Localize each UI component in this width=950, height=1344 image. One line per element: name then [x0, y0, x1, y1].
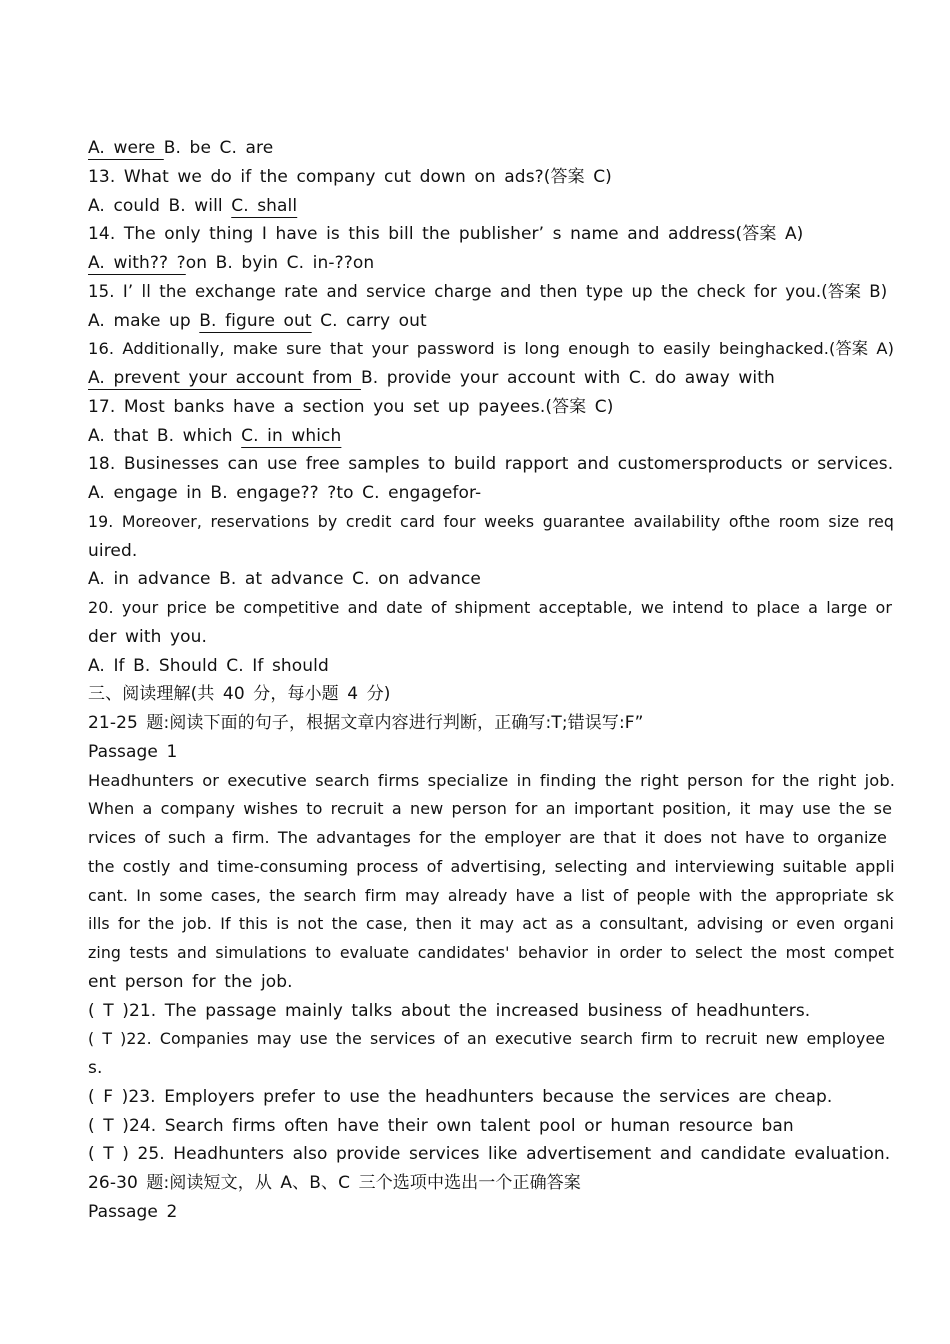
text-segment: B. be C. are: [163, 138, 274, 158]
text-line: [88, 795, 894, 824]
text-line: [88, 968, 894, 997]
text-segment: cant. In some cases, the search firm may already have a list of people with the appropriate sk: [88, 885, 894, 905]
text-segment: ent person for the job.: [88, 971, 293, 992]
text-segment: uired.: [88, 540, 138, 561]
text-segment: When a company wishes to recruit a new person for an important position, it may use the se: [88, 799, 893, 819]
text-line: [88, 565, 894, 594]
text-segment: 19. Moreover, reservations by credit card four weeks guarantee availability ofthe room size req: [88, 511, 894, 531]
text-line: [88, 1054, 894, 1083]
text-segment: der with you.: [88, 626, 208, 647]
text-line: [88, 1112, 894, 1141]
text-line: [88, 767, 894, 796]
text-line: [88, 307, 894, 336]
document-page: [88, 134, 894, 1227]
text-line: [88, 278, 894, 307]
text-line: [88, 1083, 894, 1112]
text-line: [88, 163, 894, 192]
text-segment: the costly and time-consuming process of advertising, selecting and interviewing suitable appli: [88, 856, 895, 876]
underlined-answer: A. were: [88, 138, 164, 158]
text-segment: Passage 1: [88, 741, 178, 762]
text-line: [88, 738, 894, 767]
text-segment: C. carry out: [311, 310, 427, 331]
text-segment: 14. The only thing I have is this bill the publisher’ s name and address(答案 A): [88, 224, 804, 245]
text-line: [88, 1169, 894, 1198]
text-segment: A. engage in B. engage?? ?to C. engagefor-: [88, 483, 482, 503]
text-line: [88, 910, 894, 939]
text-segment: ( T )22. Companies may use the services of an executive search firm to recruit new employee: [88, 1029, 886, 1049]
text-segment: 20. your price be competitive and date of shipment acceptable, we intend to place a large or: [88, 598, 893, 617]
text-segment: ( T )24. Search firms often have their own talent pool or human resource ban: [88, 1115, 794, 1136]
text-segment: ( T )21. The passage mainly talks about the increased business of headhunters.: [88, 1000, 811, 1021]
underlined-answer: B. figure out: [199, 310, 312, 331]
text-segment: A. could B. will: [88, 195, 232, 216]
underlined-answer: C. shall: [231, 195, 298, 216]
text-segment: A. If B. Should C. If should: [88, 655, 329, 676]
text-segment: 13. What we do if the company cut down on ads?(答案 C): [88, 166, 612, 187]
text-line: [88, 939, 894, 968]
text-line: [88, 709, 894, 738]
text-line: [88, 853, 894, 882]
text-segment: ills for the job. If this is not the case, then it may act as a consultant, advising or even organi: [88, 914, 894, 934]
underlined-answer: A. prevent your account from: [88, 368, 361, 388]
text-line: [88, 652, 894, 681]
text-segment: 26-30 题:阅读短文，从 A、B、C 三个选项中选出一个正确答案: [88, 1173, 581, 1193]
text-segment: Passage 2: [88, 1201, 178, 1222]
text-segment: 21-25 题:阅读下面的句子，根据文章内容进行判断，正确写:T;错误写:F”: [88, 713, 644, 733]
text-segment: 15. I’ ll the exchange rate and service charge and then type up the check for you.(答案 B): [88, 281, 888, 301]
text-line: [88, 1198, 894, 1227]
text-line: [88, 479, 894, 508]
text-line: [88, 450, 894, 479]
text-segment: 16. Additionally, make sure that your password is long enough to easily beinghacked.(答案 A): [88, 339, 895, 359]
text-line: [88, 594, 894, 623]
text-segment: on B. byin C. in-??on: [185, 253, 375, 273]
text-line: [88, 393, 894, 422]
text-line: [88, 249, 894, 278]
text-segment: ( T ) 25. Headhunters also provide services like advertisement and candidate evaluation.: [88, 1144, 891, 1165]
text-segment: ( F )23. Employers prefer to use the headhunters because the services are cheap.: [88, 1086, 833, 1107]
text-line: [88, 623, 894, 652]
text-line: [88, 824, 894, 853]
text-segment: 18. Businesses can use free samples to build rapport and customersproducts or services.: [88, 454, 894, 475]
text-segment: s.: [88, 1058, 103, 1078]
text-line: [88, 508, 894, 537]
text-segment: A. make up: [88, 310, 200, 331]
text-segment: B. provide your account with C. do away with: [361, 368, 775, 388]
text-segment: 17. Most banks have a section you set up payees.(答案 C): [88, 396, 614, 417]
text-line: [88, 422, 894, 451]
text-line: [88, 192, 894, 221]
text-segment: Headhunters or executive search firms specialize in finding the right person for the right job.: [88, 770, 896, 790]
text-line: [88, 364, 894, 393]
text-line: [88, 134, 894, 163]
text-segment: A. in advance B. at advance C. on advance: [88, 569, 481, 590]
underlined-answer: A. with?? ?: [88, 253, 186, 273]
text-line: [88, 882, 894, 911]
text-line: [88, 1025, 894, 1054]
text-segment: rvices of such a firm. The advantages for the employer are that it does not have to organize: [88, 828, 887, 847]
text-line: [88, 335, 894, 364]
underlined-answer: C. in which: [241, 425, 342, 446]
text-line: [88, 997, 894, 1026]
text-segment: 三、阅读理解(共 40 分，每小题 4 分): [88, 684, 391, 705]
text-segment: zing tests and simulations to evaluate candidates' behavior in order to select the most compet: [88, 943, 894, 962]
text-line: [88, 220, 894, 249]
text-line: [88, 1140, 894, 1169]
text-segment: A. that B. which: [88, 425, 242, 446]
text-line: [88, 537, 894, 566]
text-line: [88, 680, 894, 709]
